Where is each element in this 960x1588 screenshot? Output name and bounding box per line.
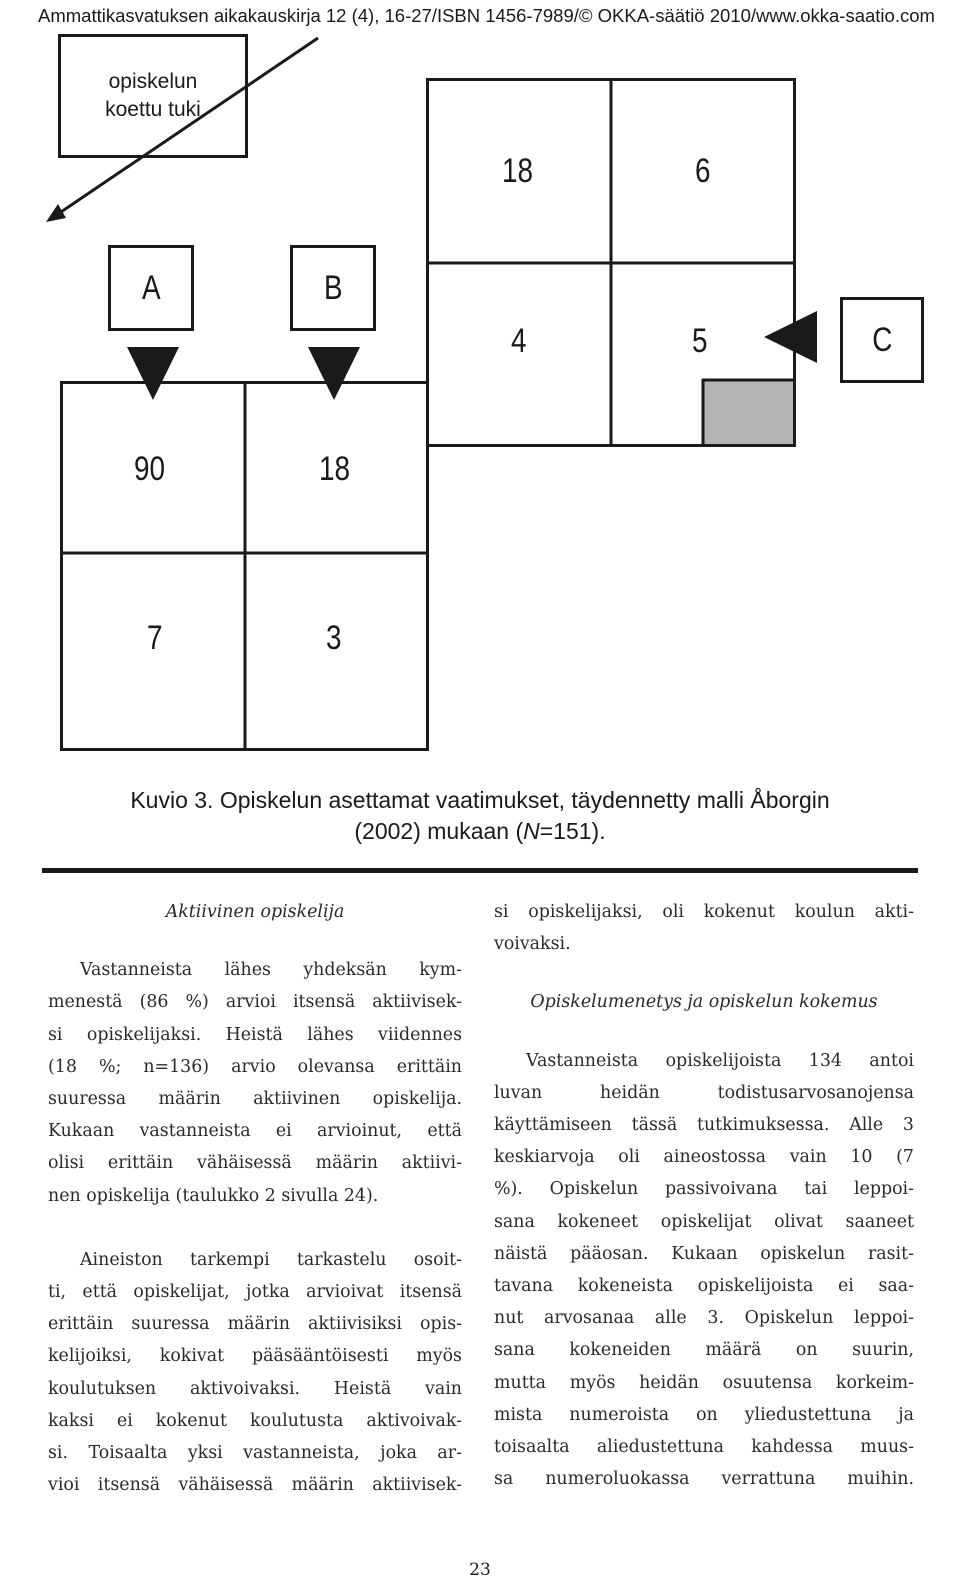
callout-arrow-line (58, 38, 318, 214)
left-p2-line: ti, että opiskelijat, jotka arvioivat itsensä (48, 1282, 462, 1303)
label-box-a: A (108, 245, 194, 331)
left-p2-line: vioi itsensä vähäisessä määrin aktiivisek- (48, 1475, 462, 1496)
figure-caption-line-1: Kuvio 3. Opiskelun asettamat vaatimukset, täydennetty malli Åborgin (130, 787, 830, 813)
left-p1-line: Kukaan vastanneista ei arvioinut, että (48, 1121, 462, 1142)
right-p1-line: mista numeroista on yliedustettuna ja (494, 1404, 914, 1425)
left-p2-line: kelijoiksi, kokivat pääsääntöisesti myös (48, 1346, 462, 1367)
left-p2-line: Aineiston tarkempi tarkastelu osoit- (80, 1249, 462, 1270)
left-p1-line: menestä (86 %) arvioi itsensä aktiivisek- (48, 992, 462, 1013)
left-p1-line: si opiskelijaksi. Heistä lähes viidennes (48, 1024, 462, 1045)
left-p1-line: olisi erittäin vähäisessä määrin aktiivi- (48, 1153, 462, 1174)
right-column (494, 896, 914, 1495)
left-paragraph-2 (48, 1244, 462, 1502)
left-p2-line: kaksi ei kokenut koulutusta aktivoivak- (48, 1410, 462, 1431)
left-column (48, 896, 462, 1501)
callout-line-1: opiskelun (108, 70, 198, 93)
lower-cell-top-right: 18 (319, 450, 351, 488)
left-p1-line: nen opiskelija (taulukko 2 sivulla 24). (48, 1185, 379, 1206)
upper-cell-top-left: 18 (502, 152, 534, 190)
upper-cell-bottom-left: 4 (511, 322, 527, 360)
caption-n-symbol: N (523, 818, 540, 844)
right-p1-line: näistä pääosan. Kukaan opiskelun rasit- (494, 1243, 914, 1264)
label-box-b: B (290, 245, 376, 331)
section-rule (42, 868, 918, 873)
running-head: Ammattikasvatuksen aikakauskirja 12 (4), 16-27/ISBN 1456-7989/© OKKA-säätiö 2010/www.okka-saatio.com (38, 5, 935, 26)
lower-cell-bottom-left: 7 (147, 619, 163, 657)
lower-cell-top-left: 90 (134, 450, 166, 488)
callout-arrow-head (46, 204, 66, 222)
right-heading: Opiskelumenetys ja opiskelun kokemus (530, 992, 878, 1013)
upper-cell-top-right: 6 (695, 152, 711, 190)
left-p2-line: koulutuksen aktivoivaksi. Heistä vain (48, 1378, 462, 1399)
left-heading: Aktiivinen opiskelija (165, 902, 345, 922)
upper-cell-bottom-right: 5 (692, 322, 708, 360)
right-p0-line: si opiskelijaksi, oli kokenut koulun akti- (494, 902, 914, 922)
right-p1-line: Vastanneista opiskelijoista 134 antoi (526, 1050, 914, 1071)
right-p1-line: käyttämiseen tässä tutkimuksessa. Alle 3 (494, 1115, 914, 1136)
left-p2-line: erittäin suuressa määrin aktiivisiksi opis- (48, 1314, 462, 1335)
right-p1-line: sa numeroluokassa verrattuna muihin. (494, 1469, 914, 1490)
highlight-cell (703, 380, 793, 444)
callout-line-2: koettu tuki (105, 98, 201, 121)
label-box-c: C (840, 297, 924, 383)
left-p1-line: (18 %; n=136) arvio olevansa erittäin (48, 1056, 462, 1077)
right-p1-line: sana kokeneiden määrä on suurin, (494, 1340, 914, 1361)
right-p1-line: sana kokeneet opiskelijat olivat saaneet (494, 1211, 914, 1232)
left-p1-line: suuressa määrin aktiivinen opiskelija. (48, 1089, 462, 1110)
right-p0-line: voivaksi. (494, 934, 571, 955)
right-p1-line: tavana kokeneista opiskelijoista ei saa- (494, 1276, 914, 1297)
lower-cell-bottom-right: 3 (326, 619, 342, 657)
right-p1-line: keskiarvoja oli aineostossa vain 10 (7 (494, 1147, 914, 1168)
left-p2-line: si. Toisaalta yksi vastanneista, joka ar- (48, 1443, 462, 1464)
right-p1-line: nut arvosanaa alle 3. Opiskelun leppoi- (494, 1308, 914, 1329)
right-p1-line: luvan heidän todistusarvosanojensa (494, 1082, 914, 1103)
right-p1-line: mutta myös heidän osuutensa korkeim- (494, 1372, 914, 1393)
figure-caption-line-2: (2002) mukaan (N=151). (354, 818, 606, 844)
right-paragraph-0 (494, 896, 914, 960)
right-paragraph-1 (494, 1045, 914, 1496)
page-number: 23 (469, 1560, 491, 1580)
right-p1-line: %). Opiskelun passivoivana tai leppoi- (494, 1179, 914, 1200)
left-paragraph-1 (48, 954, 462, 1212)
left-p1-line: Vastanneista lähes yhdeksän kym- (80, 960, 462, 981)
right-p1-line: toisaalta aliedustettuna kahdessa muus- (494, 1437, 914, 1458)
